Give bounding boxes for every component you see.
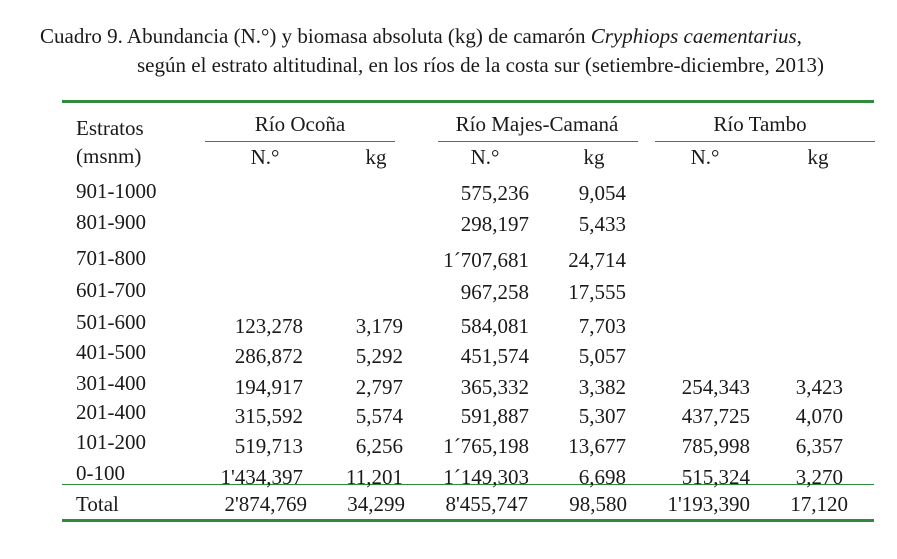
table-cell: 123,278 xyxy=(234,314,303,338)
column-header: kg xyxy=(583,145,605,169)
table-cell: 2,797 xyxy=(355,375,403,399)
row-stratum: 401-500 xyxy=(76,340,146,364)
column-header: N.° xyxy=(690,145,720,169)
table-cell: 584,081 xyxy=(460,314,529,338)
caption-line-2: según el estrato altitudinal, en los ríos de la costa sur (setiembre-diciembre, 2013) xyxy=(137,53,824,77)
row-stratum: 501-600 xyxy=(76,310,146,334)
table-bottom-rule xyxy=(62,519,874,522)
table-cell: 1'434,397 xyxy=(220,465,303,489)
row-stratum: 0-100 xyxy=(76,461,125,485)
table-cell: 5,574 xyxy=(355,404,403,428)
table-cell: 519,713 xyxy=(234,434,303,458)
total-cell: 98,580 xyxy=(569,492,627,516)
table-cell: 24,714 xyxy=(568,248,626,272)
table-cell: 6,357 xyxy=(795,434,843,458)
table-cell: 5,292 xyxy=(355,344,403,368)
table-cell: 286,872 xyxy=(234,344,303,368)
row-stratum: 101-200 xyxy=(76,430,146,454)
table-cell: 1´707,681 xyxy=(443,248,529,272)
total-cell: 17,120 xyxy=(790,492,848,516)
table-cell: 451,574 xyxy=(460,344,529,368)
total-cell: 2'874,769 xyxy=(224,492,307,516)
caption-line-1 xyxy=(40,22,824,51)
table-cell: 298,197 xyxy=(460,212,529,236)
table-cell: 17,555 xyxy=(568,280,626,304)
stub-header-msnm: (msnm) xyxy=(76,144,142,168)
row-stratum: 301-400 xyxy=(76,371,146,395)
row-stratum: 901-1000 xyxy=(76,179,157,203)
table-cell: 591,887 xyxy=(460,404,529,428)
table-cell: 365,332 xyxy=(460,375,529,399)
total-label: Total xyxy=(76,492,119,516)
stub-header-estratos: Estratos xyxy=(76,116,144,140)
table-cell: 9,054 xyxy=(578,181,626,205)
table-cell: 5,057 xyxy=(578,344,626,368)
group-header: Río Ocoña xyxy=(254,112,346,136)
row-stratum: 201-400 xyxy=(76,400,146,424)
table-cell: 437,725 xyxy=(681,404,750,428)
table-cell: 13,677 xyxy=(568,434,626,458)
table-cell: 3,382 xyxy=(578,375,626,399)
table-cell: 5,433 xyxy=(578,212,626,236)
total-cell: 8'455,747 xyxy=(445,492,528,516)
column-header: N.° xyxy=(250,145,280,169)
group-underline xyxy=(438,141,638,142)
table-cell: 254,343 xyxy=(681,375,750,399)
column-header: kg xyxy=(365,145,387,169)
group-header: Río Tambo xyxy=(713,112,807,136)
column-header: N.° xyxy=(470,145,500,169)
table-cell: 315,592 xyxy=(234,404,303,428)
table-cell: 3,270 xyxy=(795,465,843,489)
table-cell: 7,703 xyxy=(578,314,626,338)
table-cell: 6,698 xyxy=(578,465,626,489)
table-top-rule xyxy=(62,100,874,103)
table-cell: 11,201 xyxy=(346,465,403,489)
table-cell: 967,258 xyxy=(460,280,529,304)
table-cell: 5,307 xyxy=(578,404,626,428)
table-caption xyxy=(40,22,824,80)
table-cell: 194,917 xyxy=(234,375,303,399)
table-cell: 3,423 xyxy=(795,375,843,399)
group-underline xyxy=(655,141,875,142)
group-underline xyxy=(205,141,395,142)
table-cell: 3,179 xyxy=(355,314,403,338)
table-cell: 6,256 xyxy=(355,434,403,458)
table-cell: 1´149,303 xyxy=(443,465,529,489)
caption-suffix: , xyxy=(796,24,802,48)
table-cell: 4,070 xyxy=(795,404,843,428)
table-cell: 1´765,198 xyxy=(443,434,529,458)
caption-prefix: Cuadro 9. Abundancia (N.°) y biomasa absoluta (kg) de camarón xyxy=(40,24,591,48)
total-cell: 1'193,390 xyxy=(667,492,750,516)
column-header: kg xyxy=(807,145,829,169)
row-stratum: 601-700 xyxy=(76,278,146,302)
table-cell: 785,998 xyxy=(681,434,750,458)
group-header: Río Majes-Camaná xyxy=(455,112,619,136)
table-cell: 515,324 xyxy=(681,465,750,489)
table-cell: 575,236 xyxy=(460,181,529,205)
row-stratum: 801-900 xyxy=(76,210,146,234)
row-stratum: 701-800 xyxy=(76,246,146,270)
caption-species: Cryphiops caementarius xyxy=(590,24,797,48)
total-cell: 34,299 xyxy=(347,492,405,516)
